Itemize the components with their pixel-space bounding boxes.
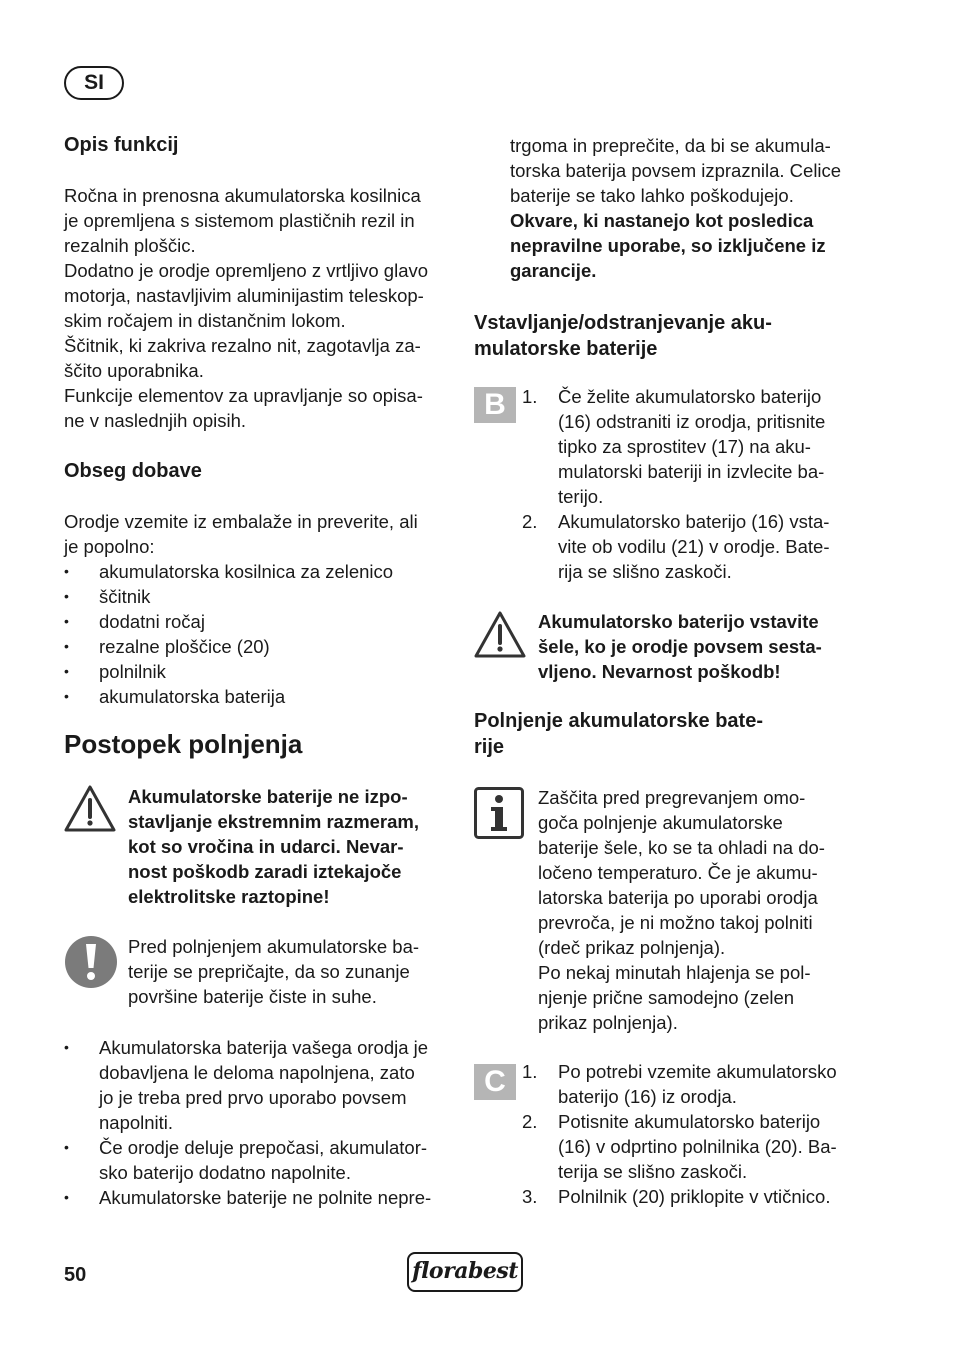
warning-line: Akumulatorsko baterijo vstavite	[538, 611, 819, 632]
title-line: mulatorske baterije	[474, 338, 658, 360]
section-title-opis: Opis funkcij	[64, 134, 179, 156]
list-item: • akumulatorska kosilnica za zelenico	[64, 559, 464, 584]
list-item: • Akumulatorske baterije ne polnite nepre-	[64, 1185, 464, 1210]
warning-triangle-icon	[64, 784, 116, 839]
title-line: Polnjenje akumulatorske bate-	[474, 710, 763, 732]
language-badge: SI	[64, 66, 124, 100]
info-line: goča polnjenje akumulatorske	[538, 812, 783, 833]
obseg-intro-line: Orodje vzemite iz embalaže in preverite, ali	[64, 511, 418, 532]
continued-line: baterije se tako lahko poškodujejo.	[510, 185, 794, 206]
list-item: • Akumulatorska baterija vašega orodja je dobavljena le deloma napolnjena, zato jo je treba pred prvo uporabo povsem napolniti.	[64, 1035, 464, 1135]
info-icon	[474, 787, 524, 844]
page-number: 50	[64, 1264, 87, 1286]
info-line: prevroča, je ni možno takoj polniti	[538, 912, 813, 933]
continued-line: torska baterija povsem izpraznila. Celice	[510, 160, 842, 181]
opis-line: je opremljena s sistemom plastičnih rezil in	[64, 210, 415, 231]
list-item: • ščitnik	[64, 584, 464, 609]
section-title-polnjenje	[474, 708, 874, 760]
warning-line: nost poškodb zaradi iztekajoče	[128, 861, 402, 882]
step-item: 2. Potisnite akumulatorsko baterijo (16) v odprtino polnilnika (20). Ba- terija se slišno zaskoči.	[522, 1111, 837, 1182]
warning-insert-assembled	[538, 609, 868, 684]
step-number: 2.	[522, 1111, 538, 1132]
exclamation-circle-icon	[64, 935, 118, 994]
info-line: Zaščita pred pregrevanjem omo-	[538, 787, 806, 808]
warning-triangle-icon	[474, 610, 526, 665]
section-title-vstavljanje	[474, 310, 874, 362]
info-line: prikaz polnjenja).	[538, 1012, 678, 1033]
note-line: terije se prepričajte, da so zunanje	[128, 961, 410, 982]
figure-ref-b: B	[474, 387, 516, 423]
warranty-line: nepravilne uporabe, so izključene iz	[510, 235, 826, 256]
warranty-line: garancije.	[510, 260, 597, 281]
list-item: • dodatni ročaj	[64, 609, 464, 634]
figure-ref-c: C	[474, 1064, 516, 1100]
info-line: latorska baterija po uporabi orodja	[538, 887, 818, 908]
step-item: 1. Če želite akumulatorsko baterijo (16) odstraniti iz orodja, pritisnite tipko za sprostitev (17) na aku- mulatorski bateriji in izvlecite ba- terijo.	[522, 386, 826, 507]
warning-line: kot so vročina in udarci. Nevar-	[128, 836, 404, 857]
note-line: Pred polnjenjem akumulatorske ba-	[128, 936, 420, 957]
opis-line: Ročna in prenosna akumulatorska kosilnica	[64, 185, 421, 206]
obseg-intro-line: je popolno:	[64, 536, 155, 557]
info-line: njenje prične samodejno (zelen	[538, 987, 795, 1008]
charging-tips-list	[64, 1035, 464, 1210]
list-item: • polnilnik	[64, 659, 464, 684]
note-line: površine baterije čiste in suhe.	[128, 986, 377, 1007]
delivery-list	[64, 559, 464, 709]
info-overheat-protection	[538, 785, 868, 1035]
step-number: 2.	[522, 511, 538, 532]
warning-line: Akumulatorske baterije ne izpo-	[128, 786, 408, 807]
step-item: 2. Akumulatorsko baterijo (16) vsta- vite ob vodilu (21) v orodje. Bate- rija se slišno zaskoči.	[522, 511, 830, 582]
step-number: 3.	[522, 1186, 538, 1207]
warning-line: vljeno. Nevarnost poškodb!	[538, 661, 781, 682]
opis-line: Dodatno je orodje opremljeno z vrtljivo glavo	[64, 260, 429, 281]
steps-charging	[522, 1059, 882, 1209]
opis-line: ščito uporabnika.	[64, 360, 204, 381]
list-item: • akumulatorska baterija	[64, 684, 464, 709]
continued-line: trgoma in preprečite, da bi se akumula-	[510, 135, 831, 156]
info-line: (rdeč prikaz polnjenja).	[538, 937, 726, 958]
step-item: 3. Polnilnik (20) priklopite v vtičnico.	[522, 1186, 831, 1207]
warning-line: stavljanje ekstremnim razmeram,	[128, 811, 420, 832]
title-line: Vstavljanje/odstranjevanje aku-	[474, 312, 772, 334]
warranty-line: Okvare, ki nastanejo kot posledica	[510, 210, 814, 231]
opis-line: Ščitnik, ki zakriva rezalno nit, zagotavlja za-	[64, 335, 421, 356]
list-item: • Če orodje deluje prepočasi, akumulator- sko baterijo dodatno napolnite.	[64, 1135, 464, 1185]
warning-line: elektrolitske raztopine!	[128, 886, 330, 907]
note-battery-clean	[128, 934, 448, 1009]
section-title-postopek: Postopek polnjenja	[64, 729, 303, 759]
obseg-intro	[64, 509, 464, 559]
florabest-logo: florabest	[407, 1252, 523, 1292]
info-line: baterije šele, ko se ta ohladi na do-	[538, 837, 825, 858]
info-line: Po nekaj minutah hlajenja se pol-	[538, 962, 811, 983]
step-number: 1.	[522, 1061, 538, 1082]
opis-line: Funkcije elementov za upravljanje so opisa-	[64, 385, 423, 406]
section-title-obseg: Obseg dobave	[64, 460, 202, 482]
list-item: • rezalne ploščice (20)	[64, 634, 464, 659]
info-line: ločeno temperaturo. Če je akumu-	[538, 862, 818, 883]
warning-battery-conditions	[128, 784, 448, 909]
opis-line: ne v naslednjih opisih.	[64, 410, 247, 431]
title-line: rije	[474, 736, 505, 758]
step-item: 1. Po potrebi vzemite akumulatorsko baterijo (16) iz orodja.	[522, 1061, 837, 1107]
opis-line: rezalnih ploščic.	[64, 235, 196, 256]
continued-paragraph	[510, 133, 870, 283]
opis-line: skim ročajem in distančnim lokom.	[64, 310, 346, 331]
warning-line: šele, ko je orodje povsem sesta-	[538, 636, 822, 657]
opis-paragraph	[64, 183, 464, 433]
step-number: 1.	[522, 386, 538, 407]
opis-line: motorja, nastavljivim aluminijastim teleskop-	[64, 285, 424, 306]
steps-insert-remove	[522, 384, 882, 584]
